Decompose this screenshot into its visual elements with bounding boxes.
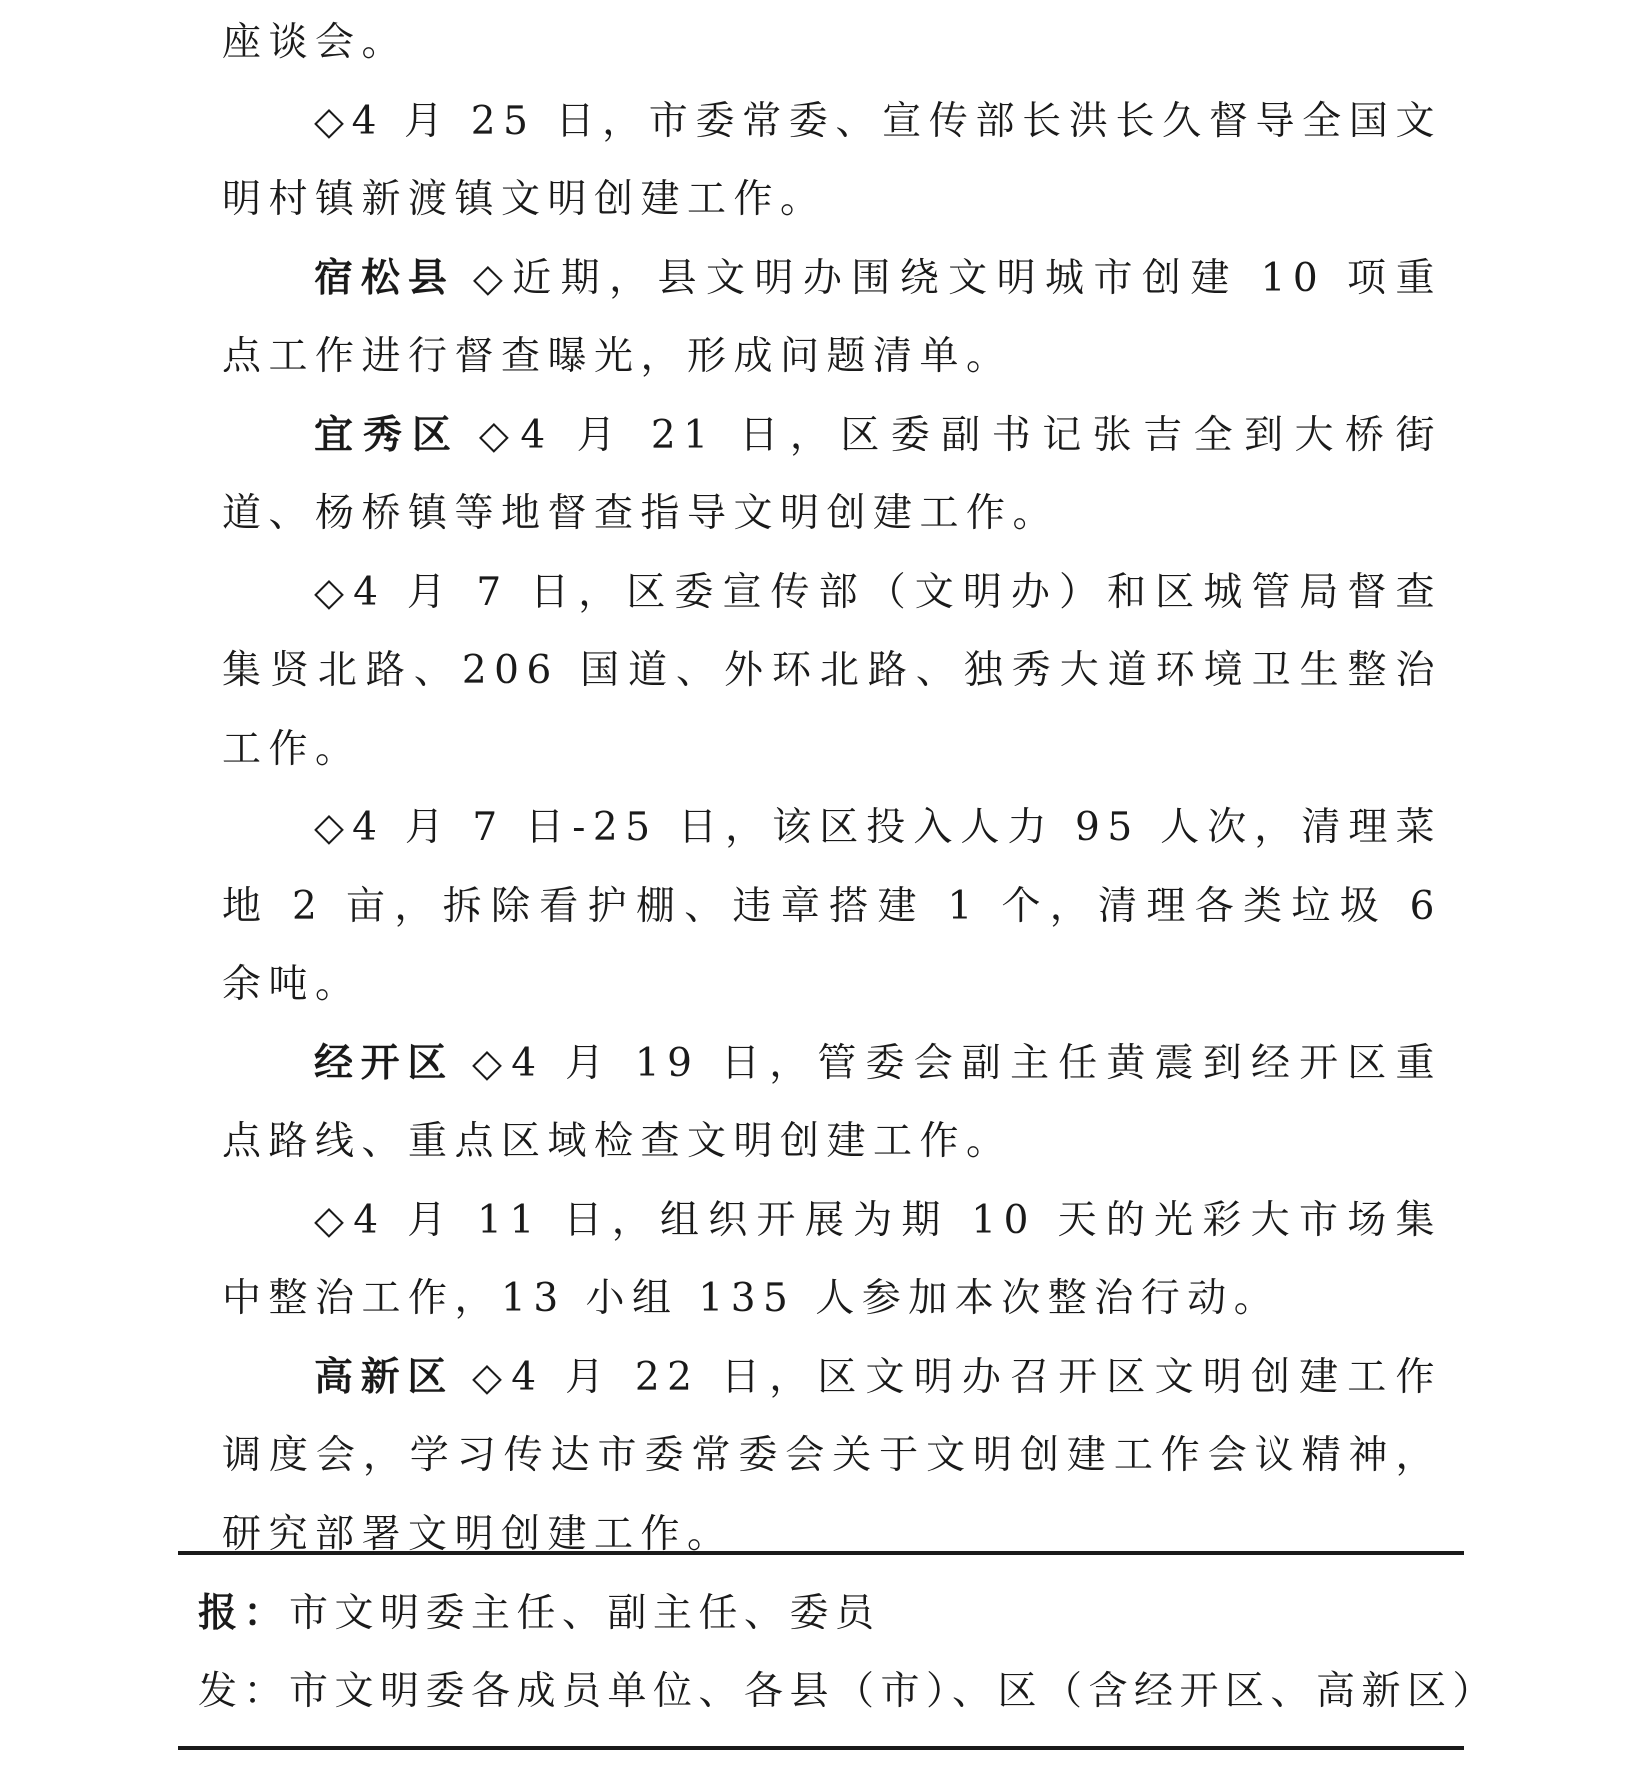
paragraph-yixiu [222,397,1442,554]
paragraph-text: ◇4 月 7 日，区委宣传部（文明办）和区城管局督查集贤北路、206 国道、外环北路、独秀大道环境卫生整治工作。 [222,569,1442,772]
paragraph-jingkai [222,1025,1442,1182]
send-label: 发： [198,1669,290,1714]
paragraph-yixiu-item-3 [222,789,1442,1025]
region-heading: 高新区 [314,1354,455,1400]
paragraph-text: 座谈会。 [222,20,409,65]
paragraph-text: ◇4 月 7 日-25 日，该区投入人力 95 人次，清理菜地 2 亩，拆除看护棚、违章搭建 1 个，清理各类垃圾 6 余吨。 [222,805,1442,1007]
paragraph-text: ◇4 月 25 日，市委常委、宣传部长洪长久督导全国文明村镇新渡镇文明创建工作。 [222,98,1442,222]
send-recipients: 市文明委各成员单位、各县（市）、区（含经开区、高新区） [289,1669,1499,1714]
paragraph-text: ◇近期，县文明办围绕文明城市创建 10 项重点工作进行督查曝光，形成问题清单。 [222,255,1442,379]
paragraph-continuation [222,4,1442,83]
paragraph-county-item [222,83,1442,240]
distribution-report-line [198,1590,1468,1638]
paragraph-text: ◇4 月 22 日，区文明办召开区文明创建工作调度会，学习传达市委常委会关于文明创建工作会议精神，研究部署文明创建工作。 [222,1354,1442,1557]
paragraph-text: ◇4 月 19 日，管委会副主任黄震到经开区重点路线、重点区域检查文明创建工作。 [222,1040,1442,1164]
paragraph-gaoxin [222,1339,1442,1575]
report-recipients: 市文明委主任、副主任、委员 [289,1591,881,1636]
paragraph-text: ◇4 月 11 日，组织开展为期 10 天的光彩大市场集中整治工作，13 小组 135 人参加本次整治行动。 [222,1197,1442,1321]
body-text [222,4,1442,1574]
region-heading: 经开区 [314,1040,455,1086]
region-heading: 宜秀区 [314,412,461,458]
paragraph-text: ◇4 月 21 日，区委副书记张吉全到大桥街道、杨桥镇等地督查指导文明创建工作。 [222,412,1442,536]
distribution-top-rule [178,1551,1464,1555]
paragraph-susong [222,240,1442,397]
distribution-bottom-rule [178,1746,1464,1750]
region-heading: 宿松县 [314,255,455,301]
paragraph-yixiu-item-2 [222,554,1442,790]
report-label: 报： [198,1591,290,1636]
distribution-send-line [198,1668,1499,1716]
paragraph-jingkai-item-2 [222,1182,1442,1339]
